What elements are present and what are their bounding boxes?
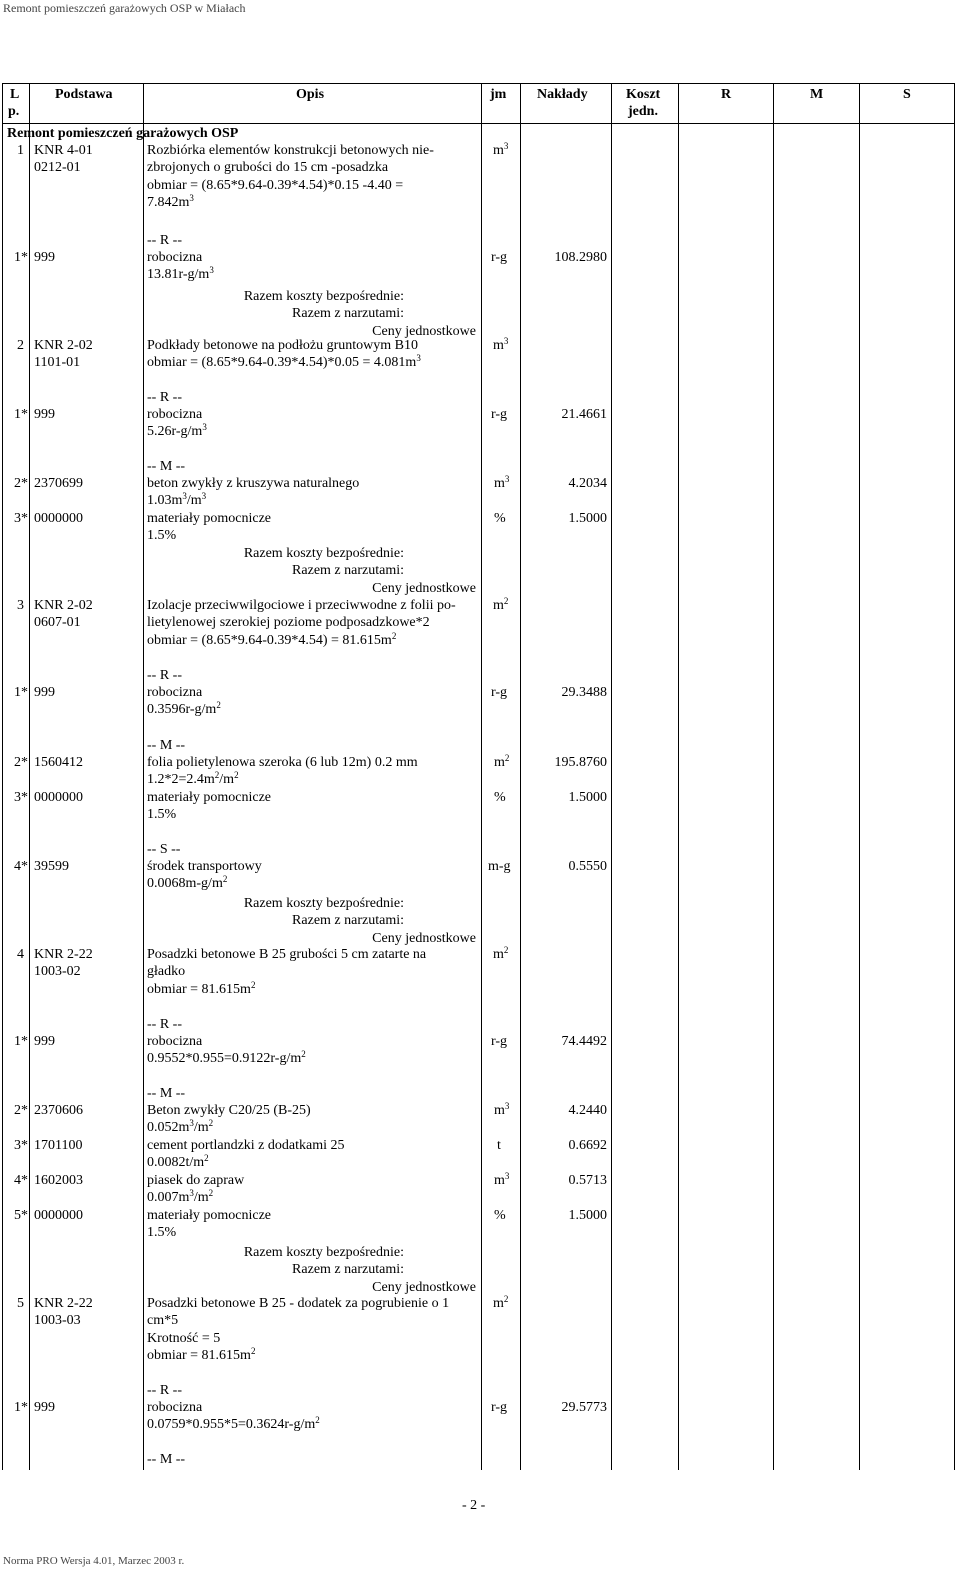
resource-value: 195.8760 [554, 755, 607, 770]
item-unit: $m^2$ [493, 1294, 509, 1311]
col-naklady: Nakłady [537, 87, 588, 102]
summary-direct-costs: Razem koszty bezpośrednie: [243, 289, 404, 304]
resource-norm: 1.5% [147, 1225, 177, 1241]
item-basis: 1003-02 [34, 964, 81, 980]
item-unit: $m^2$ [493, 596, 509, 613]
resource-group-header: -- M -- [147, 459, 186, 474]
resource-name: robocizna [147, 407, 203, 422]
col-s: S [903, 87, 911, 102]
resource-value: 4.2440 [568, 1103, 607, 1118]
resource-lp: 2* [14, 755, 28, 770]
resource-lp: 3* [14, 511, 28, 526]
resource-value: 108.2980 [554, 250, 607, 265]
summary-unit-prices: Ceny jednostkowe [372, 580, 476, 596]
resource-norm: $13.81r-g/m^3$ [147, 265, 214, 283]
resource-norm: $0.0759*0.955*5=0.3624r-g/m^2$ [147, 1415, 320, 1433]
item-basis: 0607-01 [34, 615, 81, 631]
col-koszt-2: jedn. [628, 104, 658, 119]
item-description: gładko [147, 964, 186, 980]
resource-value: 0.5713 [568, 1173, 607, 1188]
item-basis: KNR 2-22 [34, 947, 93, 962]
item-basis: KNR 4-01 [34, 143, 93, 158]
resource-unit: m-g [488, 859, 511, 874]
resource-group-header: -- M -- [147, 738, 186, 753]
item-description: Krotność = 5 [147, 1330, 221, 1346]
item-basis: KNR 2-02 [34, 338, 93, 353]
resource-unit: r-g [491, 250, 508, 265]
resource-norm: 1.5% [147, 807, 177, 823]
resource-name: materiały pomocnicze [147, 790, 271, 805]
item-unit: $m^3$ [493, 336, 509, 353]
resource-lp: 1* [14, 685, 28, 700]
item-basis: KNR 2-22 [34, 1296, 93, 1311]
resource-code: 999 [34, 1034, 55, 1049]
resource-group-header: -- R -- [147, 1017, 182, 1032]
resource-code: 999 [34, 407, 55, 422]
resource-name: cement portlandzki z dodatkami 25 [147, 1138, 345, 1153]
resource-group-header: -- R -- [147, 1383, 182, 1398]
resource-unit: $m^3$ [494, 474, 510, 491]
summary-direct-costs: Razem koszty bezpośrednie: [243, 546, 404, 561]
resource-code: 999 [34, 685, 55, 700]
summary-with-markup: Razem z narzutami: [292, 563, 404, 579]
item-description: obmiar = $81.615m^2$ [147, 979, 256, 997]
item-description: obmiar = (8.65*9.64-0.39*4.54)*0.15 -4.40 = [147, 177, 404, 193]
resource-unit: % [494, 790, 506, 805]
resource-lp: 4* [14, 859, 28, 874]
resource-code: 2370699 [34, 476, 83, 491]
resource-code: 2370606 [34, 1103, 83, 1118]
resource-name: robocizna [147, 1400, 203, 1415]
resource-group-header: -- M -- [147, 1452, 186, 1467]
summary-unit-prices: Ceny jednostkowe [372, 323, 476, 339]
item-lp: 2 [17, 338, 24, 353]
resource-code: 1560412 [34, 755, 83, 770]
resource-norm: $0.3596r-g/m^2$ [147, 700, 221, 718]
col-m: M [810, 87, 824, 102]
resource-code: 0000000 [34, 1208, 83, 1223]
section-title: Remont pomieszczeń garażowych OSP [7, 126, 239, 141]
item-description: Rozbiórka elementów konstrukcji betonowych nie- [147, 143, 434, 158]
resource-lp: 2* [14, 476, 28, 491]
resource-norm: $1.2*2=2.4m^2/m^2$ [147, 770, 239, 788]
resource-group-header: -- R -- [147, 390, 182, 405]
item-description: Podkłady betonowe na podłożu gruntowym B10 [147, 338, 419, 353]
item-description: Izolacje przeciwwilgociowe i przeciwwodne z folii po- [147, 598, 456, 613]
resource-name: folia polietylenowa szeroka (6 lub 12m) 0.2 mm [147, 755, 418, 770]
item-description: obmiar = $81.615m^2$ [147, 1346, 256, 1364]
resource-name: środek transportowy [147, 859, 262, 874]
resource-name: piasek do zapraw [147, 1173, 245, 1188]
col-desc: Opis [296, 87, 325, 102]
item-description: Posadzki betonowe B 25 grubości 5 cm zatarte na [147, 947, 427, 962]
resource-lp: 1* [14, 1400, 28, 1415]
item-unit: $m^2$ [493, 945, 509, 962]
resource-code: 1602003 [34, 1173, 83, 1188]
item-basis: 1101-01 [34, 355, 81, 371]
resource-code: 0000000 [34, 790, 83, 805]
resource-unit: % [494, 1208, 506, 1223]
resource-name: Beton zwykły C20/25 (B-25) [147, 1103, 311, 1118]
resource-lp: 4* [14, 1173, 28, 1188]
summary-with-markup: Razem z narzutami: [292, 306, 404, 322]
resource-value: 1.5000 [568, 511, 607, 526]
summary-direct-costs: Razem koszty bezpośrednie: [243, 1245, 404, 1260]
resource-value: 74.4492 [561, 1034, 607, 1049]
col-lp: L [10, 87, 20, 102]
page-footer: Norma PRO Wersja 4.01, Marzec 2003 r. [3, 1555, 185, 1567]
resource-name: robocizna [147, 250, 203, 265]
resource-lp: 3* [14, 790, 28, 805]
resource-code: 0000000 [34, 511, 83, 526]
resource-norm: $0.052m^3/m^2$ [147, 1118, 214, 1136]
resource-name: materiały pomocnicze [147, 1208, 271, 1223]
resource-unit: $m^3$ [494, 1101, 510, 1118]
resource-code: 1701100 [34, 1138, 83, 1153]
item-description: lietylenowej szerokiej poziome podposadzkowe*2 [147, 615, 430, 631]
item-basis: KNR 2-02 [34, 598, 93, 613]
resource-norm: $1.03m^3/m^3$ [147, 491, 207, 509]
item-description: obmiar = $(8.65*9.64-0.39*4.54) = 81.615m^2$ [147, 630, 397, 648]
col-basis: Podstawa [55, 87, 113, 102]
resource-value: 0.5550 [568, 859, 607, 874]
resource-unit: r-g [491, 685, 508, 700]
page-header-title: Remont pomieszczeń garażowych OSP w Miałach [3, 1, 246, 15]
item-lp: 5 [17, 1296, 24, 1311]
resource-value: 1.5000 [568, 1208, 607, 1223]
item-basis: 1003-03 [34, 1313, 81, 1329]
resource-lp: 5* [14, 1208, 28, 1223]
resource-norm: $0.0082t/m^2$ [147, 1153, 209, 1171]
col-lp-2: p. [8, 104, 20, 119]
resource-unit: r-g [491, 1400, 508, 1415]
col-koszt: Koszt [626, 87, 661, 102]
resource-name: materiały pomocnicze [147, 511, 271, 526]
resource-group-header: -- S -- [147, 842, 181, 857]
summary-with-markup: Razem z narzutami: [292, 913, 404, 929]
resource-norm: $0.007m^3/m^2$ [147, 1188, 214, 1206]
item-unit: $m^3$ [493, 141, 509, 158]
resource-lp: 2* [14, 1103, 28, 1118]
resource-norm: $0.0068m-g/m^2$ [147, 874, 228, 892]
resource-name: beton zwykły z kruszywa naturalnego [147, 476, 360, 491]
resource-lp: 1* [14, 250, 28, 265]
summary-unit-prices: Ceny jednostkowe [372, 930, 476, 946]
item-description: cm*5 [147, 1313, 179, 1329]
col-r: R [721, 87, 732, 102]
item-lp: 3 [17, 598, 24, 613]
item-lp: 4 [17, 947, 24, 962]
resource-value: 29.3488 [561, 685, 607, 700]
item-description: obmiar = $(8.65*9.64-0.39*4.54)*0.05 = 4.081m^3$ [147, 353, 421, 371]
resource-norm: $0.9552*0.955=0.9122r-g/m^2$ [147, 1049, 306, 1067]
resource-code: 999 [34, 250, 55, 265]
resource-lp: 1* [14, 407, 28, 422]
resource-norm: 1.5% [147, 528, 177, 544]
resource-code: 999 [34, 1400, 55, 1415]
resource-unit: $m^2$ [494, 753, 510, 770]
resource-value: 21.4661 [561, 407, 607, 422]
item-lp: 1 [17, 143, 24, 158]
resource-group-header: -- R -- [147, 668, 182, 683]
resource-value: 29.5773 [561, 1400, 607, 1415]
summary-with-markup: Razem z narzutami: [292, 1262, 404, 1278]
resource-name: robocizna [147, 685, 203, 700]
resource-value: 0.6692 [568, 1138, 607, 1153]
resource-unit: r-g [491, 1034, 508, 1049]
resource-norm: $5.26r-g/m^3$ [147, 422, 207, 440]
resource-lp: 1* [14, 1034, 28, 1049]
page-number: - 2 - [462, 1498, 486, 1513]
item-description: Posadzki betonowe B 25 - dodatek za pogrubienie o 1 [147, 1296, 450, 1311]
resource-lp: 3* [14, 1138, 28, 1153]
col-jm: jm [490, 87, 507, 102]
resource-unit: % [494, 511, 506, 526]
resource-unit: $m^3$ [494, 1171, 510, 1188]
resource-group-header: -- M -- [147, 1086, 186, 1101]
resource-unit: t [497, 1138, 501, 1153]
resource-value: 1.5000 [568, 790, 607, 805]
item-basis: 0212-01 [34, 160, 81, 176]
summary-unit-prices: Ceny jednostkowe [372, 1279, 476, 1295]
resource-group-header: -- R -- [147, 233, 182, 248]
item-description: zbrojonych o grubości do 15 cm -posadzka [147, 160, 389, 176]
resource-value: 4.2034 [568, 476, 607, 491]
resource-name: robocizna [147, 1034, 203, 1049]
item-description: $7.842m^3$ [147, 193, 194, 211]
resource-unit: r-g [491, 407, 508, 422]
summary-direct-costs: Razem koszty bezpośrednie: [243, 896, 404, 911]
resource-code: 39599 [34, 859, 69, 874]
